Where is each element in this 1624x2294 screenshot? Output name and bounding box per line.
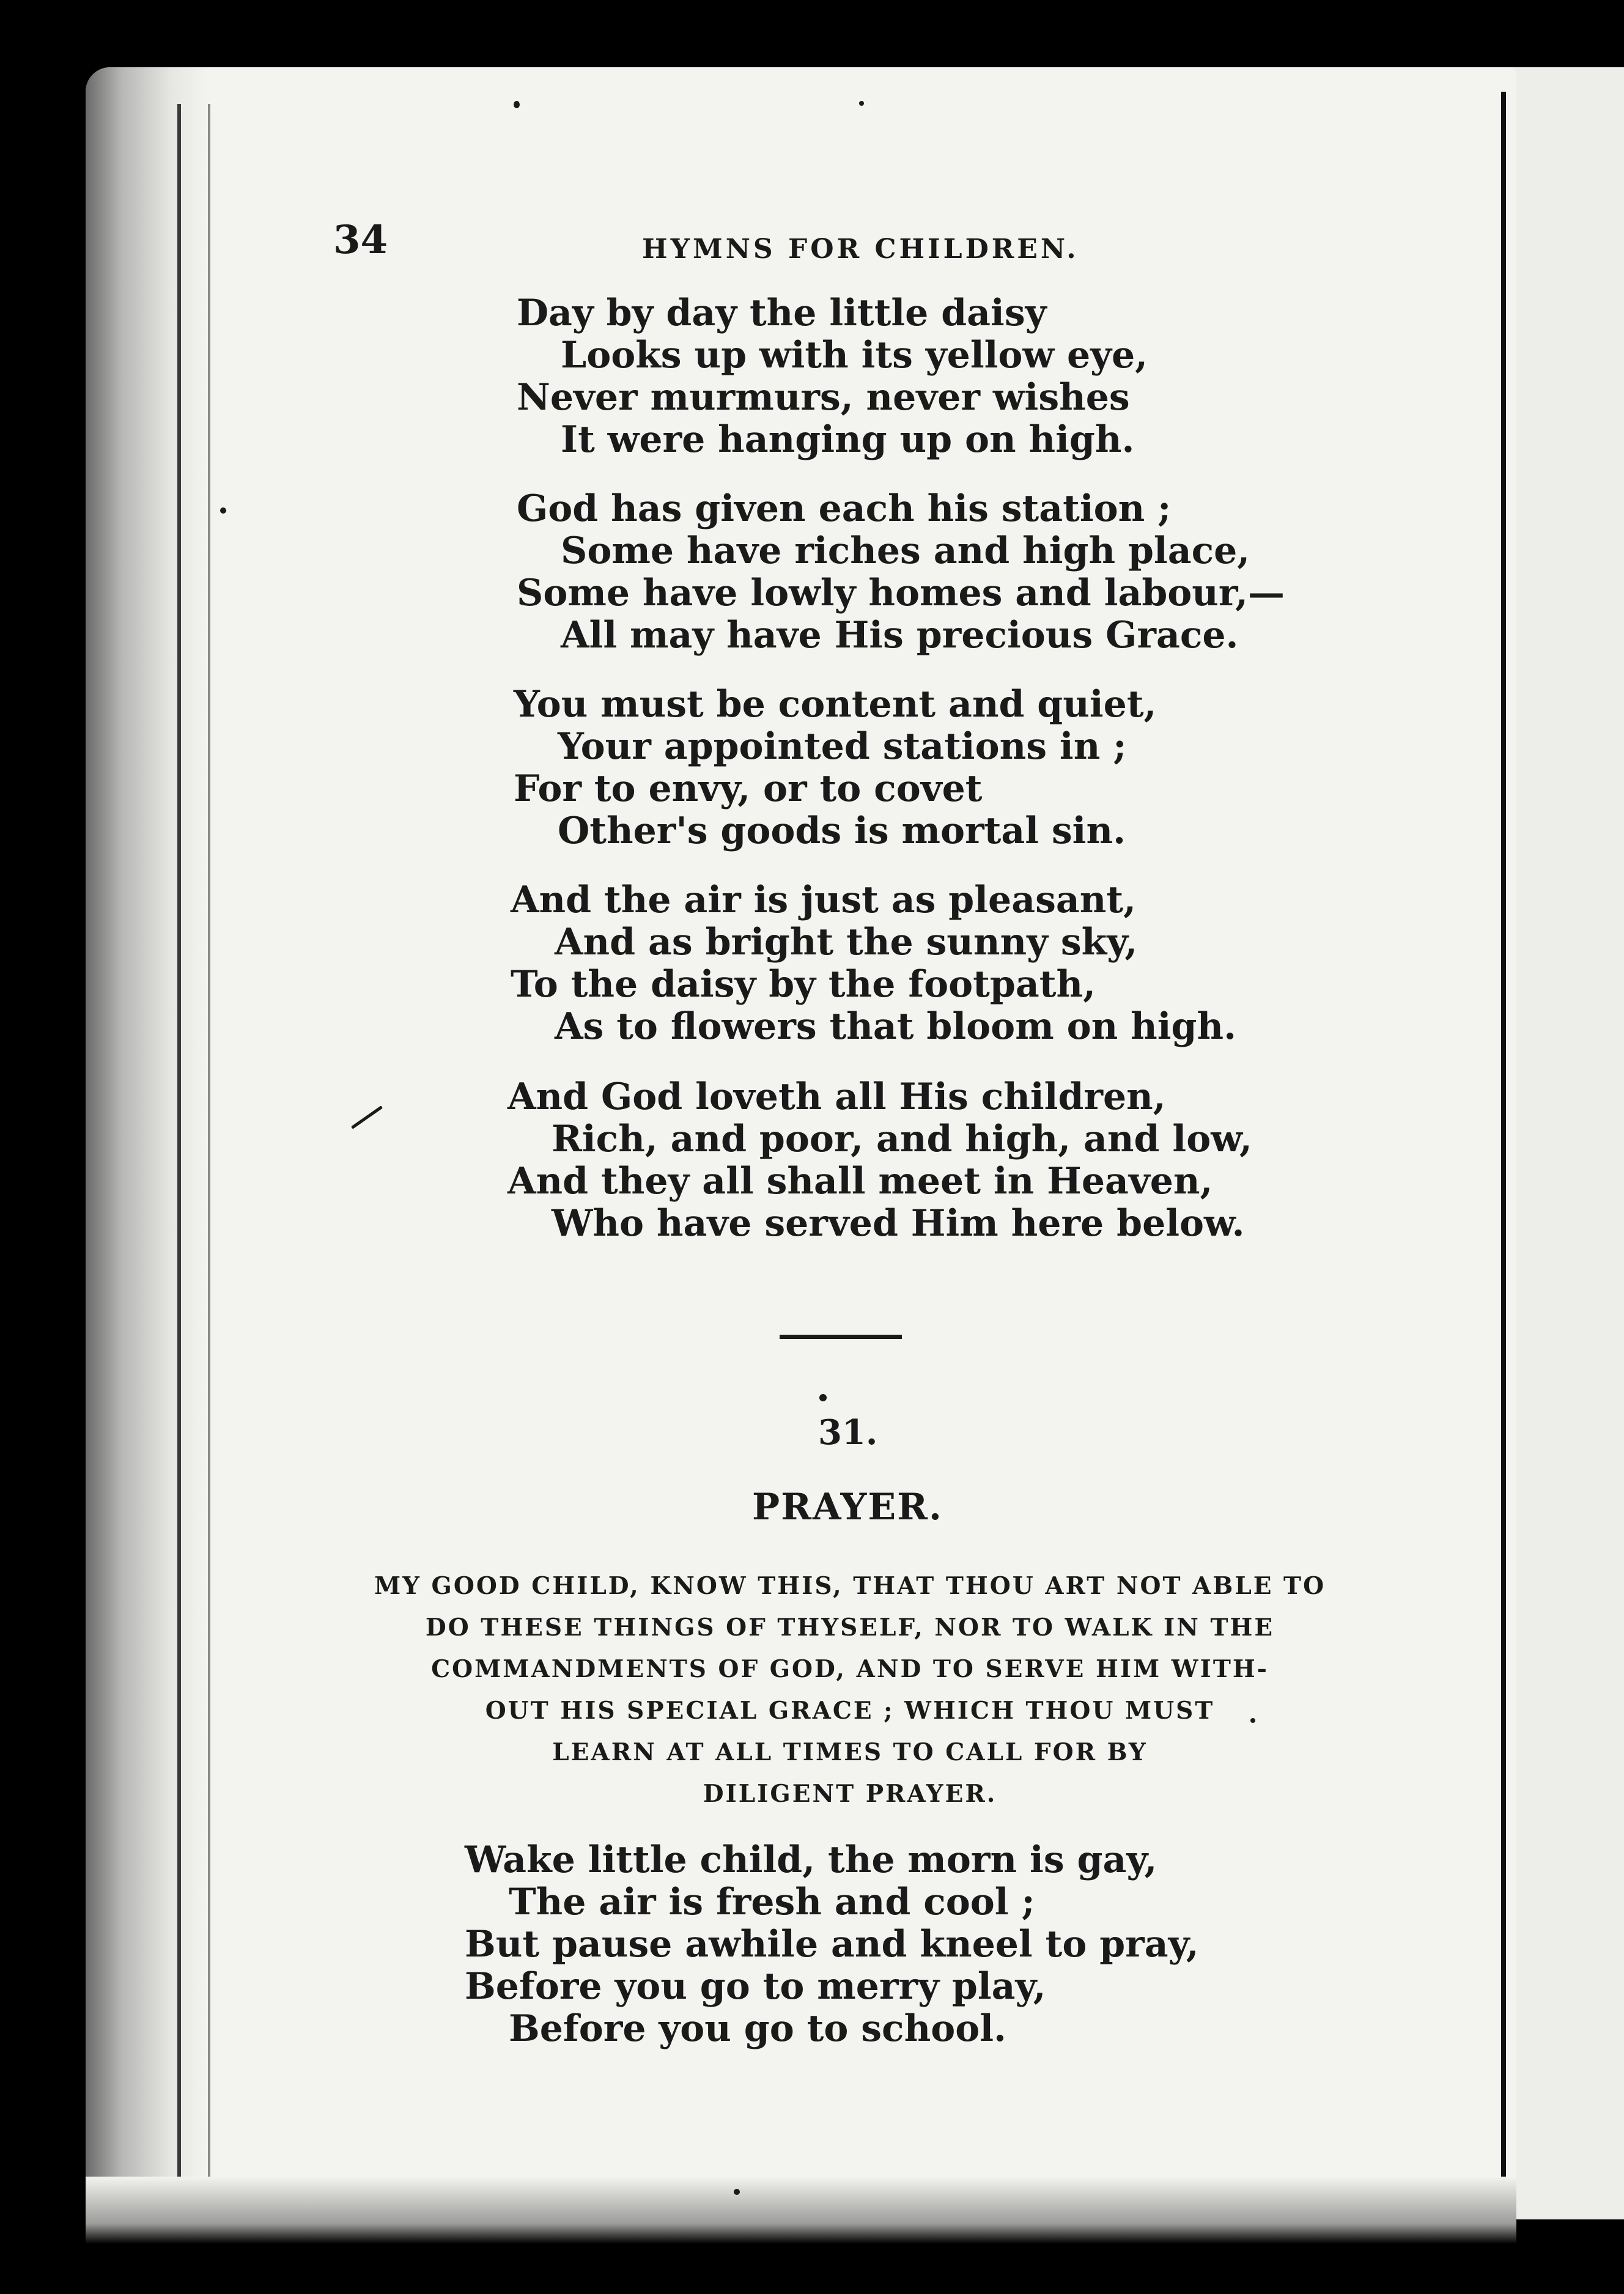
running-head: HYMNS FOR CHILDREN. [642,234,1079,265]
book-spine-line [1501,92,1506,2195]
verse-line: Some have riches and high place, [561,529,1250,572]
verse-line: Before you go to merry play, [465,1965,1046,2008]
hymn-epigraph [330,1565,1370,1815]
verse-line: It were hanging up on high. [561,418,1135,461]
facing-page-edge [1504,67,1624,2219]
verse-line: Before you go to school. [509,2007,1006,2050]
epigraph-line: DILIGENT PRAYER. [703,1780,997,1808]
verse-line: And the air is just as pleasant, [511,879,1136,921]
epigraph-line: OUT HIS SPECIAL GRACE ; WHICH THOU MUST [485,1697,1215,1725]
verse-line: And God loveth all His children, [508,1075,1166,1118]
verse-line: And they all shall meet in Heaven, [508,1160,1213,1203]
ink-speck [859,101,864,106]
verse-line: Who have served Him here below. [552,1202,1245,1245]
verse-line: Never murmurs, never wishes [517,376,1130,419]
page-edge-line [177,104,181,2207]
ink-speck [734,2189,740,2195]
page-edge-line [208,104,210,2207]
verse-line: Other's goods is mortal sin. [558,810,1126,852]
ink-speck [819,1394,827,1401]
hymn-title: PRAYER. [752,1486,943,1529]
page-number: 34 [333,217,388,263]
stanza [508,1076,1252,1245]
ink-speck [220,507,226,514]
ink-speck [1250,1718,1255,1723]
epigraph-line: COMMANDMENTS OF GOD, AND TO SERVE HIM WITH- [431,1655,1269,1683]
verse-line: But pause awhile and kneel to pray, [465,1923,1199,1966]
stanza [465,1839,1199,2050]
verse-line: To the daisy by the footpath, [511,963,1096,1006]
verse-line: Your appointed stations in ; [558,725,1127,768]
verse-line: Wake little child, the morn is gay, [465,1839,1157,1881]
verse-line: And as bright the sunny sky, [555,921,1138,964]
ink-speck [514,101,520,108]
stanza [517,488,1285,657]
verse-line: Looks up with its yellow eye, [561,334,1148,377]
verse-line: For to envy, or to covet [514,767,983,810]
verse-line: Rich, and poor, and high, and low, [552,1118,1252,1160]
verse-line: As to flowers that bloom on high. [555,1005,1236,1048]
epigraph-line: LEARN AT ALL TIMES TO CALL FOR BY [552,1738,1148,1766]
stanza [514,684,1156,852]
stanza [511,879,1236,1048]
verse-line: Some have lowly homes and labour,— [517,572,1285,614]
verse-line: Day by day the little daisy [517,292,1047,334]
section-divider [780,1335,902,1339]
page-bottom-shadow [86,2177,1516,2244]
verse-line: The air is fresh and cool ; [509,1881,1035,1923]
epigraph-line: DO THESE THINGS OF THYSELF, NOR TO WALK IN THE [425,1614,1275,1642]
verse-line: All may have His precious Grace. [561,614,1239,657]
verse-line: God has given each his station ; [517,487,1172,530]
hymn-number: 31. [818,1412,878,1453]
epigraph-line: MY GOOD CHILD, KNOW THIS, THAT THOU ART NOT ABLE TO [374,1572,1326,1600]
stanza [517,292,1148,461]
page-gutter-shadow [86,67,208,2244]
verse-line: You must be content and quiet, [514,683,1157,726]
